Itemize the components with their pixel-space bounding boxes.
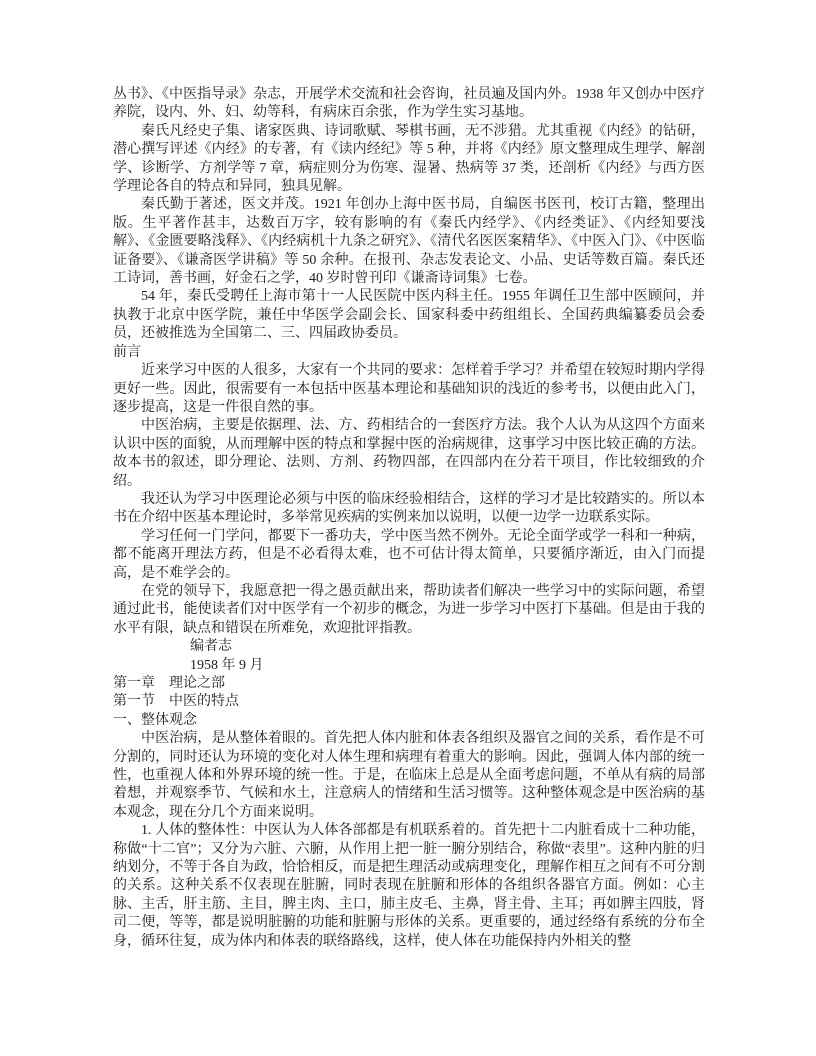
- paragraph: 学习任何一门学问，都要下一番功夫，学中医当然不例外。无论全面学或学一科和一种病，都不能离开理法方药，但是不必看得太难，也不可估计得太简单，只要循序渐近，由入门而提高，是不难学会的。: [113, 528, 705, 581]
- paragraph-continuation: 丛书》、《中医指导录》杂志，开展学术交流和社会咨询，社员遍及国内外。1938 年又创办中医疗养院，设内、外、妇、幼等科，有病床百余张，作为学生实习基地。: [113, 87, 705, 121]
- paragraph: 在党的领导下，我愿意把一得之愚贡献出来，帮助读者们解决一些学习中的实际问题，希望通过此书，能使读者们对中医学有一个初步的概念，为进一步学习中医打下基础。但是由于我的水平有限，缺点和错误在所难免，欢迎批评指教。: [113, 583, 705, 636]
- heading: 前言: [113, 344, 141, 360]
- paragraph: 中医治病，主要是依据理、法、方、药相结合的一套医疗方法。我个人认为从这四个方面来认识中医的面貌，从而理解中医的特点和掌握中医的治病规律，这事学习中医比较正确的方法。故本书的叙述，即分理论、法则、方剂、药物四部，在四部内在分若干项目，作比较细致的介绍。: [113, 418, 705, 489]
- section-heading: 第一节 中医的特点: [113, 694, 239, 710]
- subsection-heading: 一、整体观念: [113, 712, 197, 728]
- signature: 编者志: [190, 639, 232, 655]
- paragraph: 我还认为学习中医理论必须与中医的临床经验相结合，这样的学习才是比较踏实的。所以本书在介绍中医基本理论时，多举常见疾病的实例来加以说明，以便一边学一边联系实际。: [113, 491, 705, 526]
- paragraph: 近来学习中医的人很多，大家有一个共同的要求：怎样着手学习？并希望在较短时期内学得更好一些。因此，很需要有一本包括中医基本理论和基础知识的浅近的参考书，以便由此入门，逐步提高，这是一件很自然的事。: [113, 363, 705, 415]
- paragraph: 秦氏勤于著述，医文并茂。1921 年创办上海中医书局，自编医书医刊，校订古籍，整理出版。生平著作甚丰，达数百万字，较有影响的有《秦氏内经学》、《内经类证》、《内经知要浅解》、《金匮要略浅释》、《内经病机十九条之研究》、《清代名医医案精华》、《中医入门》、《中医临证备要》、《谦斋医学讲稿》等 50 余种。在报刊、杂志发表论文、小品、史话等数百篇。秦氏还工诗词，善书画，好金石之学，40 岁时曾刊印《谦斋诗词集》七卷。: [113, 197, 705, 287]
- document-body: [113, 86, 705, 951]
- paragraph: 54 年，秦氏受聘任上海市第十一人民医院中医内科主任。1955 年调任卫生部中医顾问，并执教于北京中医学院，兼任中华医学会副会长、国家科委中药组组长、全国药典编纂委员会委员，还被推选为全国第二、三、四届政协委员。: [113, 289, 705, 342]
- signature-date: 1958 年 9 月: [190, 657, 264, 673]
- paragraph: 中医治病，是从整体着眼的。首先把人体内脏和体表各组织及器官之间的关系，看作是不可分割的，同时还认为环境的变化对人体生理和病理有着重大的影响。因此，强调人体内部的统一性，也重视人体和外界环境的统一性。于是，在临床上总是从全面考虑问题，不单从有病的局部着想，并观察季节、气候和水土，注意病人的情绪和生活习惯等。这种整体观念是中医治病的基本观念，现在分几个方面来说明。: [113, 731, 705, 820]
- paragraph: 秦氏凡经史子集、诸家医典、诗词歌赋、琴棋书画，无不涉猎。尤其重视《内经》的钻研，潜心撰写评述《内经》的专著，有《读内经纪》等 5 种，并将《内经》原文整理成生理学、解剖学、诊断学、方剂学等 7 章，病症则分为伤寒、湿暑、热病等 37 类，还剖析《内经》与西方医学理论各自的特点和异同，独具见解。: [113, 123, 705, 195]
- paragraph-cutoff: 1. 人体的整体性：中医认为人体各部都是有机联系着的。首先把十二内脏看成十二种功能，称做“十二官”；又分为六脏、六腑，从作用上把一脏一腑分别结合，称做“表里”。这种内脏的归纳划分，不等于各自为政，恰恰相反，而是把生理活动或病理变化，理解作相互之间有不可分割的关系。这种关系不仅表现在脏腑，同时表现在脏腑和形体的各组织各器官方面。例如：心主脉、主舌，肝主筋、主目，脾主肉、主口，肺主皮毛、主鼻，肾主骨、主耳；再如脾主四肢，肾司二便，等等，都是说明脏腑的功能和脏腑与形体的关系。更重要的，通过经络有系统的分布全身，循环往复，成为体内和体表的联络路线，这样，使人体在功能保持内外相关的整: [113, 823, 705, 949]
- chapter-heading: 第一章 理论之部: [113, 676, 225, 691]
